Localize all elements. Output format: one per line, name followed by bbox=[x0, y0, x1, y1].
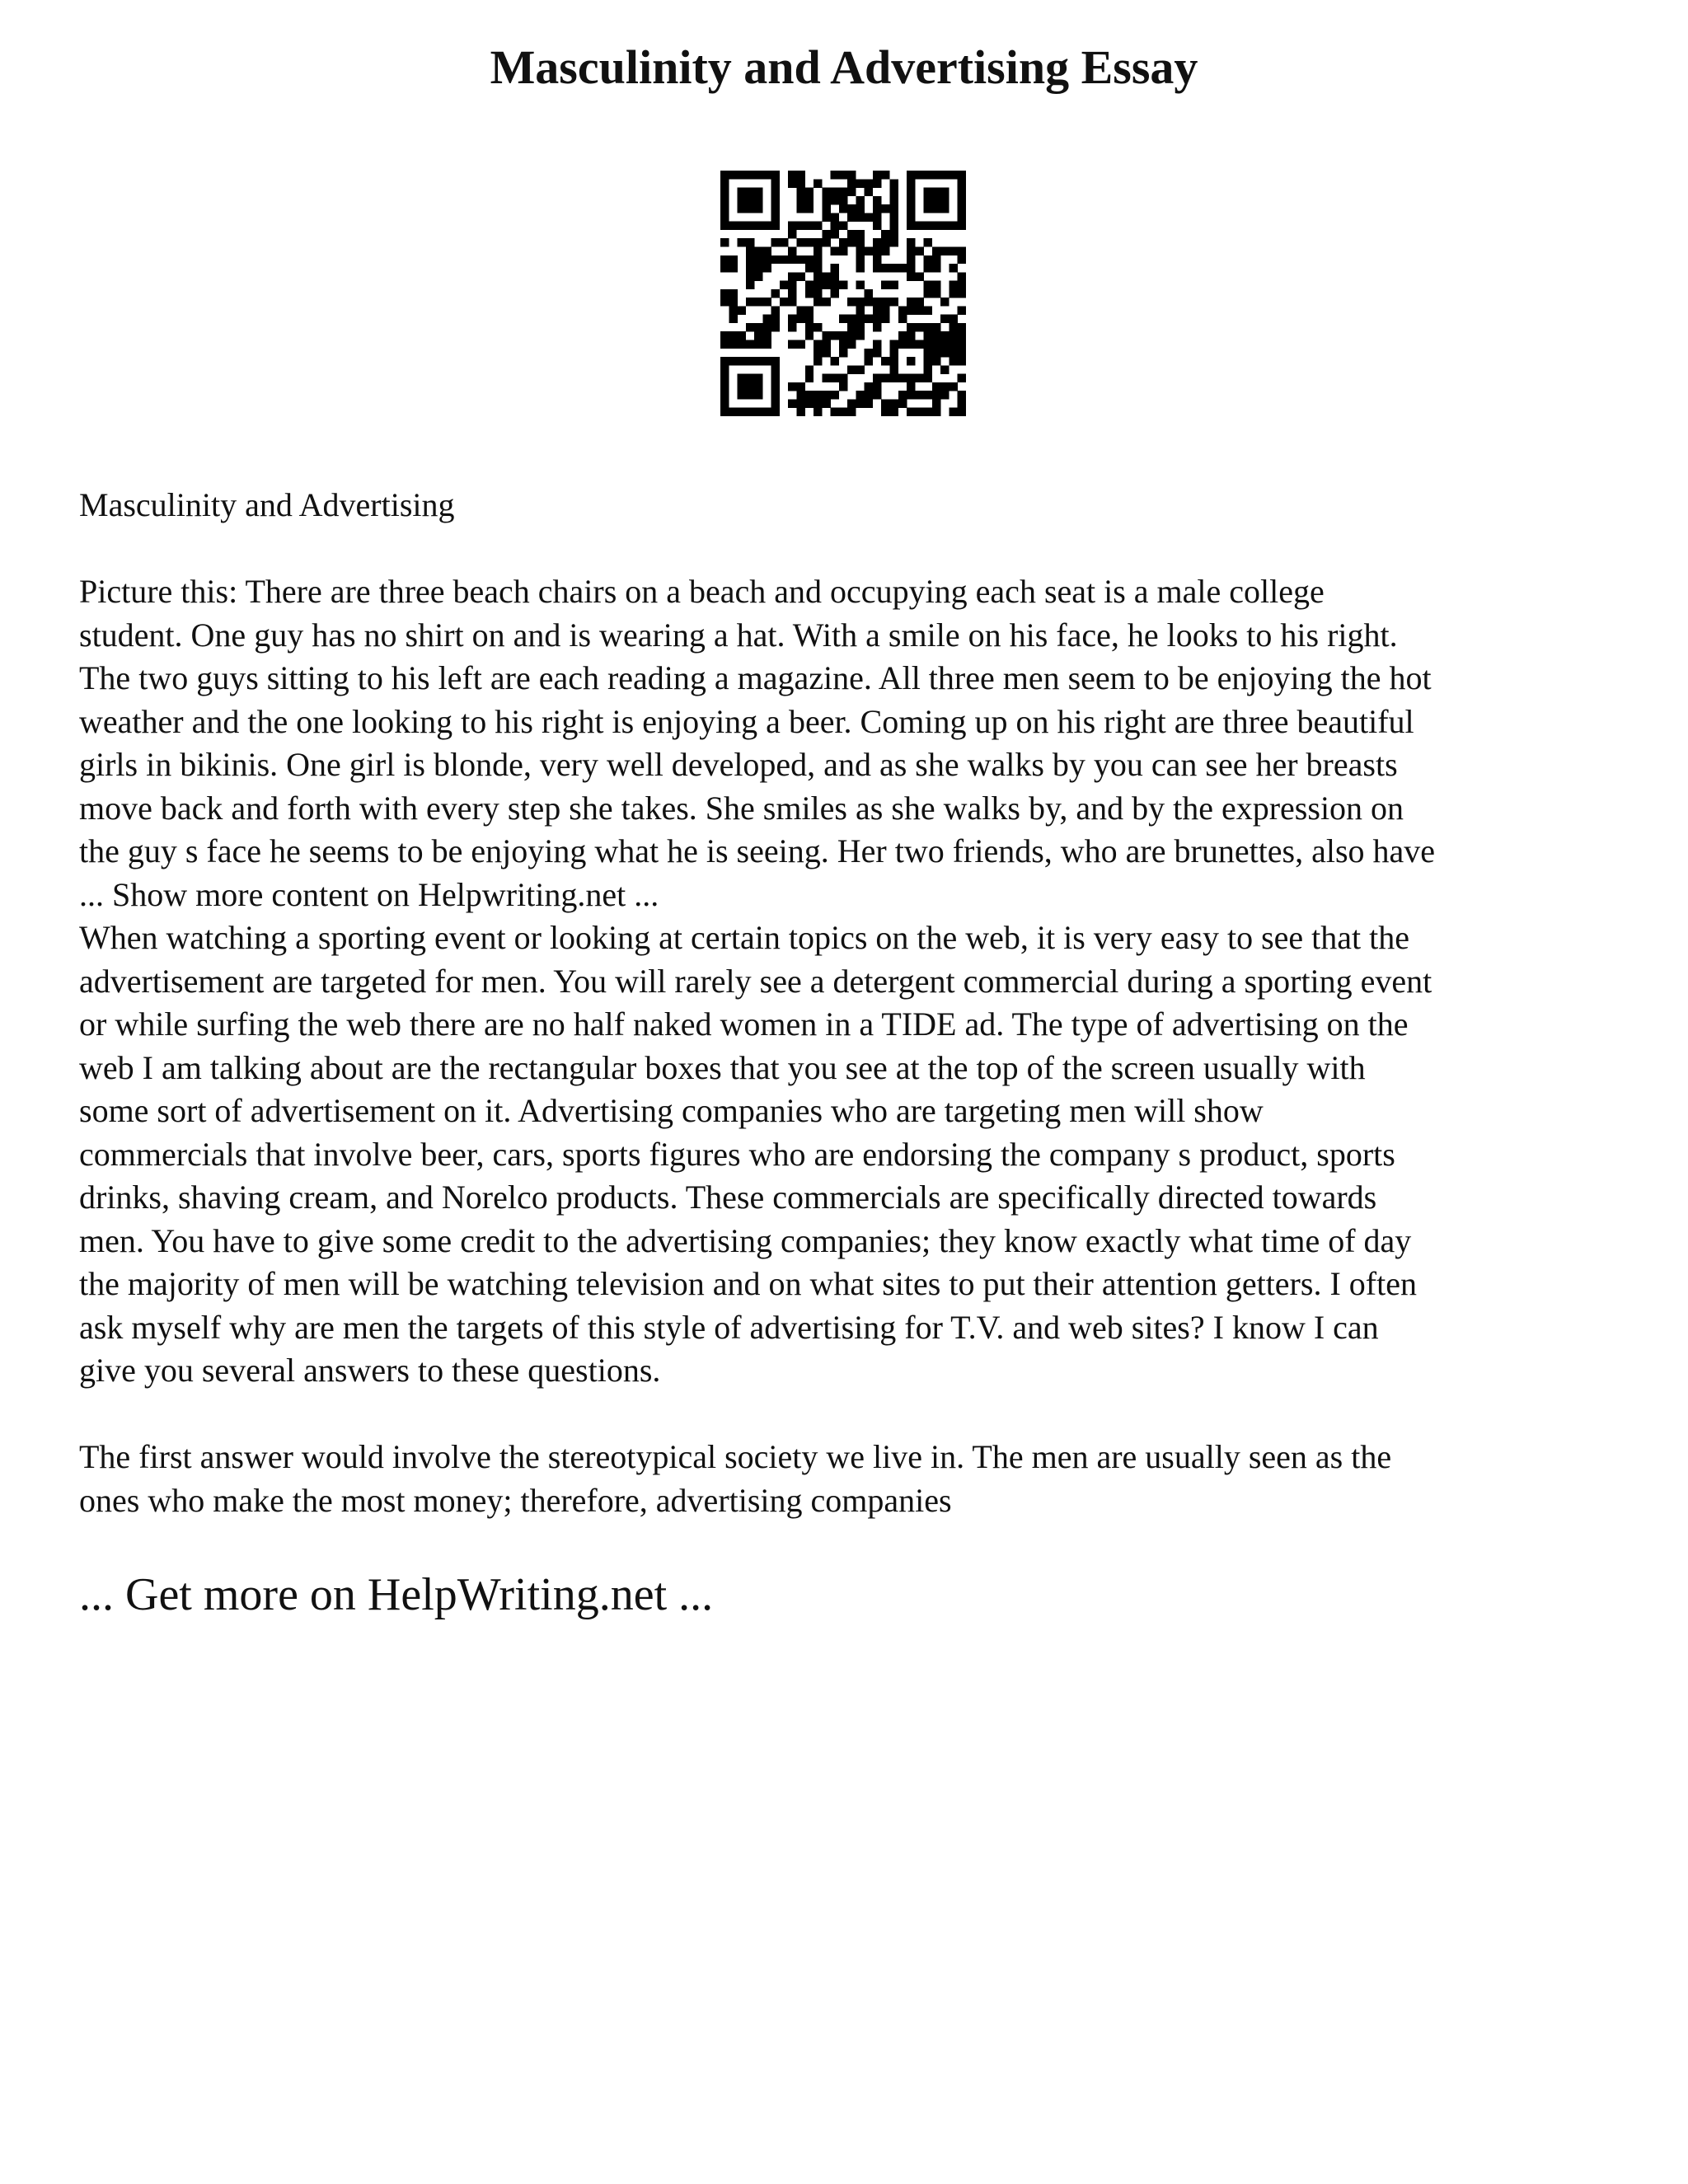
essay-paragraph-2: When watching a sporting event or looking at certain topics on the web, it is very easy to see that the advertisement are targeted for men. You will rarely see a detergent commercial during a sporting event or while surfing the web there are no half naked women in a TIDE ad. The type of advertising on the web I am talking about are the rectangular boxes that you see at the top of the screen usually with some sort of advertisement on it. Advertising companies who are targeting men will show commercials that involve beer, cars, sports figures who are endorsing the company s product, sports drinks, shaving cream, and Norelco products. These commercials are specifically directed towards men. You have to give some credit to the advertising companies; they know exactly what time of day the majority of men will be watching television and on what sites to put their attention getters. I often ask myself why are men the targets of this style of advertising for T.V. and web sites? I know I can give you several answers to these questions. bbox=[79, 919, 1432, 1389]
get-more-link[interactable]: ... Get more on HelpWriting.net ... bbox=[79, 1569, 714, 1620]
paragraph-gap bbox=[79, 527, 1629, 571]
essay-body bbox=[79, 484, 1629, 1522]
paragraph-gap bbox=[79, 1393, 1629, 1436]
qr-code-icon bbox=[720, 171, 966, 416]
essay-paragraph-3: The first answer would involve the stereotypical society we live in. The men are usually seen as the ones who make the most money; therefore, advertising companies bbox=[79, 1438, 1392, 1519]
essay-paragraph-1: Picture this: There are three beach chairs on a beach and occupying each seat is a male college student. One guy has no shirt on and is wearing a hat. With a smile on his face, he looks to his right. The two guys sitting to his left are each reading a magazine. All three men seem to be enjoying the hot weather and the one looking to his right is enjoying a beer. Coming up on his right are three beautiful girls in bikinis. One girl is blonde, very well developed, and as she walks by you can see her breasts move back and forth with every step she takes. She smiles as she walks by, and by the expression on the guy s face he seems to be enjoying what he is seeing. Her two friends, who are brunettes, also have ... Show more content on Helpwriting.net ... bbox=[79, 573, 1436, 913]
essay-heading: Masculinity and Advertising bbox=[79, 486, 455, 523]
document-title: Masculinity and Advertising Essay bbox=[490, 40, 1198, 94]
